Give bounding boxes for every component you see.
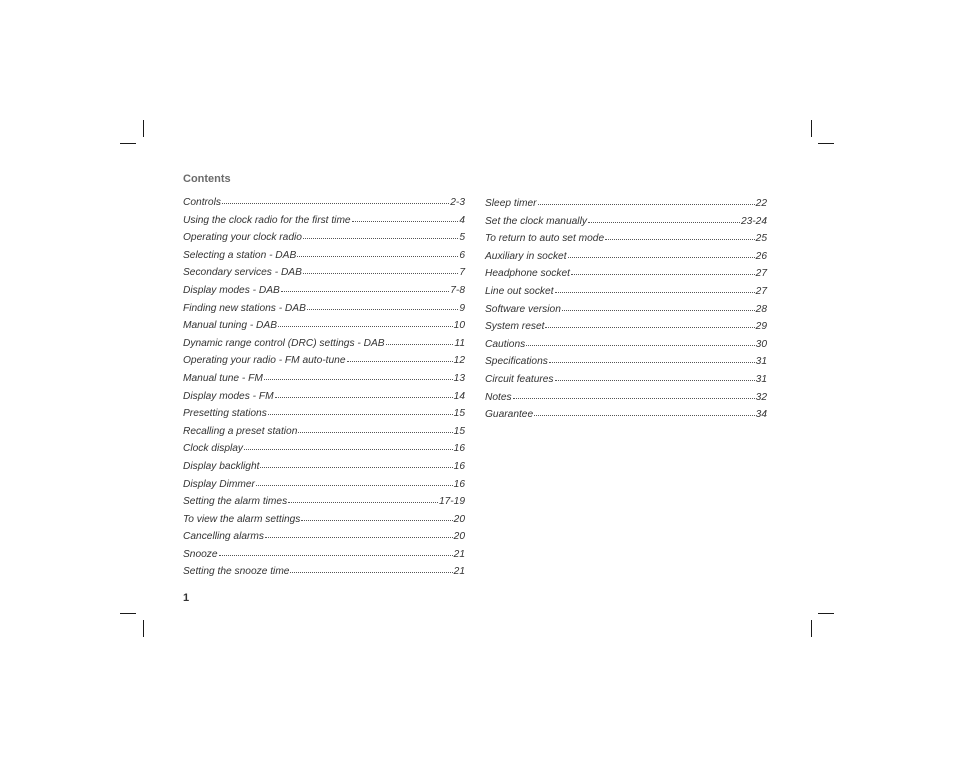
dot-leader [605, 238, 755, 240]
toc-entry[interactable] [485, 216, 767, 234]
toc-entry[interactable] [183, 426, 465, 444]
toc-entry-page: 27 [755, 268, 767, 280]
toc-entry[interactable] [485, 392, 767, 410]
toc-entry[interactable] [183, 232, 465, 250]
toc-entry[interactable] [485, 251, 767, 269]
dot-leader [244, 448, 453, 450]
dot-leader [571, 273, 755, 275]
dot-leader [290, 571, 452, 573]
toc-entry[interactable] [183, 461, 465, 479]
toc-entry-page: 32 [755, 391, 767, 403]
toc-entry-page: 26 [755, 250, 767, 262]
toc-entry-page: 5 [459, 232, 465, 244]
dot-leader [513, 397, 755, 399]
dot-leader [347, 360, 453, 362]
toc-entry-page: 20 [453, 513, 465, 525]
dot-leader [260, 466, 452, 468]
toc-entry-label: Dynamic range control (DRC) settings - DAB [183, 337, 385, 349]
toc-entry-page: 23-24 [740, 215, 767, 227]
toc-entry-page: 34 [755, 409, 767, 421]
dot-leader [264, 378, 453, 380]
toc-entry-page: 16 [453, 460, 465, 472]
toc-entry-page: 21 [453, 548, 465, 560]
dot-leader [555, 379, 755, 381]
toc-entry[interactable] [183, 496, 465, 514]
toc-entry-label: Cancelling alarms [183, 531, 264, 543]
toc-entry[interactable] [183, 250, 465, 268]
dot-leader [534, 414, 755, 416]
toc-entry-page: 20 [453, 531, 465, 543]
toc-entry-label: Display modes - FM [183, 390, 274, 402]
toc-entry-label: Recalling a preset station [183, 425, 298, 437]
toc-entry-label: Display Dimmer [183, 478, 255, 490]
toc-entry[interactable] [183, 514, 465, 532]
toc-entry[interactable] [183, 531, 465, 549]
toc-entry[interactable] [183, 303, 465, 321]
toc-entry-page: 16 [453, 478, 465, 490]
toc-entry-page: 17-19 [438, 496, 465, 508]
toc-entry-label: Using the clock radio for the first time [183, 214, 351, 226]
toc-entry-label: Specifications [485, 356, 548, 368]
toc-entry-label: Controls [183, 197, 221, 208]
toc-entry-label: Clock display [183, 443, 244, 455]
dot-leader [222, 202, 449, 204]
toc-entry-page: 31 [755, 373, 767, 385]
crop-mark-top-right-vertical [811, 120, 812, 137]
toc-entry-label: Software version [485, 303, 561, 315]
toc-entry-page: 12 [453, 355, 465, 367]
toc-entry-label: Line out socket [485, 285, 554, 297]
toc-entry-page: 16 [453, 443, 465, 455]
toc-entry-label: Headphone socket [485, 268, 570, 280]
toc-entry-page: 6 [459, 249, 465, 261]
crop-mark-top-left-vertical [143, 120, 144, 137]
toc-entry[interactable] [485, 374, 767, 392]
toc-entry[interactable] [183, 408, 465, 426]
toc-entry-label: Sleep timer [485, 198, 537, 209]
dot-leader [549, 361, 755, 363]
crop-mark-top-right-horizontal [818, 143, 834, 144]
toc-entry[interactable] [485, 198, 767, 216]
dot-leader [303, 237, 458, 239]
dot-leader [555, 291, 755, 293]
toc-entry-page: 28 [755, 303, 767, 315]
toc-entry[interactable] [485, 304, 767, 322]
toc-entry-page: 21 [453, 566, 465, 578]
toc-entry[interactable] [183, 320, 465, 338]
toc-entry-page: 10 [453, 320, 465, 332]
dot-leader [278, 325, 453, 327]
toc-left-column [183, 197, 465, 584]
toc-entry[interactable] [485, 268, 767, 286]
toc-entry-page: 9 [459, 302, 465, 314]
toc-entry-label: Finding new stations - DAB [183, 302, 306, 314]
page-number: 1 [183, 592, 190, 604]
toc-entry-label: Operating your clock radio [183, 232, 302, 244]
dot-leader [268, 413, 453, 415]
toc-entry[interactable] [183, 197, 465, 215]
toc-entry-label: Set the clock manually [485, 215, 587, 227]
toc-entry-page: 7-8 [450, 284, 465, 296]
toc-entry-page: 14 [453, 390, 465, 402]
toc-entry-label: Secondary services - DAB [183, 267, 302, 279]
toc-entry-label: Manual tune - FM [183, 372, 263, 384]
toc-entry-page: 25 [755, 233, 767, 245]
dot-leader [562, 309, 755, 311]
dot-leader [538, 203, 755, 205]
toc-entry-page: 15 [453, 425, 465, 437]
toc-entry-page: 7 [459, 267, 465, 279]
dot-leader [568, 256, 755, 258]
toc-entry[interactable] [183, 338, 465, 356]
toc-entry[interactable] [183, 215, 465, 233]
toc-entry-page: 31 [755, 356, 767, 368]
contents-heading: Contents [183, 173, 231, 185]
dot-leader [307, 308, 458, 310]
crop-mark-bottom-left-horizontal [120, 613, 136, 614]
toc-entry-page: 29 [755, 321, 767, 333]
toc-entry[interactable] [485, 339, 767, 357]
dot-leader [265, 536, 453, 538]
toc-entry[interactable] [183, 479, 465, 497]
toc-entry-label: Circuit features [485, 373, 554, 385]
toc-entry[interactable] [485, 286, 767, 304]
dot-leader [352, 220, 459, 222]
toc-entry-page: 4 [459, 214, 465, 226]
toc-entry-label: Setting the alarm times [183, 496, 288, 508]
toc-entry-page: 30 [755, 338, 767, 350]
dot-leader [219, 554, 453, 556]
toc-entry[interactable] [485, 233, 767, 251]
dot-leader [303, 272, 458, 274]
dot-leader [298, 431, 452, 433]
crop-mark-bottom-left-vertical [143, 620, 144, 637]
crop-mark-bottom-right-vertical [811, 620, 812, 637]
toc-entry-page: 22 [755, 198, 767, 209]
toc-entry[interactable] [183, 443, 465, 461]
toc-entry-label: To view the alarm settings [183, 513, 301, 525]
toc-entry-label: Operating your radio - FM auto-tune [183, 355, 346, 367]
dot-leader [297, 255, 458, 257]
dot-leader [256, 484, 453, 486]
dot-leader [275, 396, 453, 398]
toc-entry[interactable] [183, 373, 465, 391]
toc-entry[interactable] [485, 321, 767, 339]
toc-entry-page: 11 [454, 337, 465, 349]
toc-entry[interactable] [183, 391, 465, 409]
toc-entry-label: Manual tuning - DAB [183, 320, 278, 332]
toc-entry-label: Selecting a station - DAB [183, 249, 297, 261]
dot-leader [386, 343, 454, 345]
crop-mark-bottom-right-horizontal [818, 613, 834, 614]
toc-entry-label: Display modes - DAB [183, 284, 280, 296]
toc-right-column [485, 198, 767, 427]
toc-entry-label: Auxiliary in socket [485, 250, 567, 262]
dot-leader [288, 501, 438, 503]
toc-entry-label: Guarantee [485, 409, 534, 421]
toc-entry-label: Setting the snooze time [183, 566, 290, 578]
toc-entry[interactable] [183, 549, 465, 567]
toc-entry[interactable] [183, 566, 465, 584]
dot-leader [588, 221, 740, 223]
crop-mark-top-left-horizontal [120, 143, 136, 144]
toc-entry-page: 27 [755, 285, 767, 297]
toc-entry[interactable] [183, 267, 465, 285]
dot-leader [281, 290, 449, 292]
toc-entry[interactable] [485, 409, 767, 427]
toc-entry[interactable] [183, 355, 465, 373]
dot-leader [526, 344, 754, 346]
toc-entry-page: 2-3 [450, 197, 465, 208]
toc-entry-label: Snooze [183, 548, 218, 560]
dot-leader [545, 326, 754, 328]
toc-entry-page: 15 [453, 408, 465, 420]
toc-entry-label: Cautions [485, 338, 526, 350]
toc-entry-page: 13 [453, 372, 465, 384]
dot-leader [301, 519, 452, 521]
toc-entry-label: Presetting stations [183, 408, 267, 420]
toc-entry[interactable] [183, 285, 465, 303]
toc-entry-label: System reset [485, 321, 545, 333]
toc-entry[interactable] [485, 356, 767, 374]
toc-entry-label: Display backlight [183, 460, 260, 472]
toc-entry-label: To return to auto set mode [485, 233, 605, 245]
toc-entry-label: Notes [485, 391, 512, 403]
